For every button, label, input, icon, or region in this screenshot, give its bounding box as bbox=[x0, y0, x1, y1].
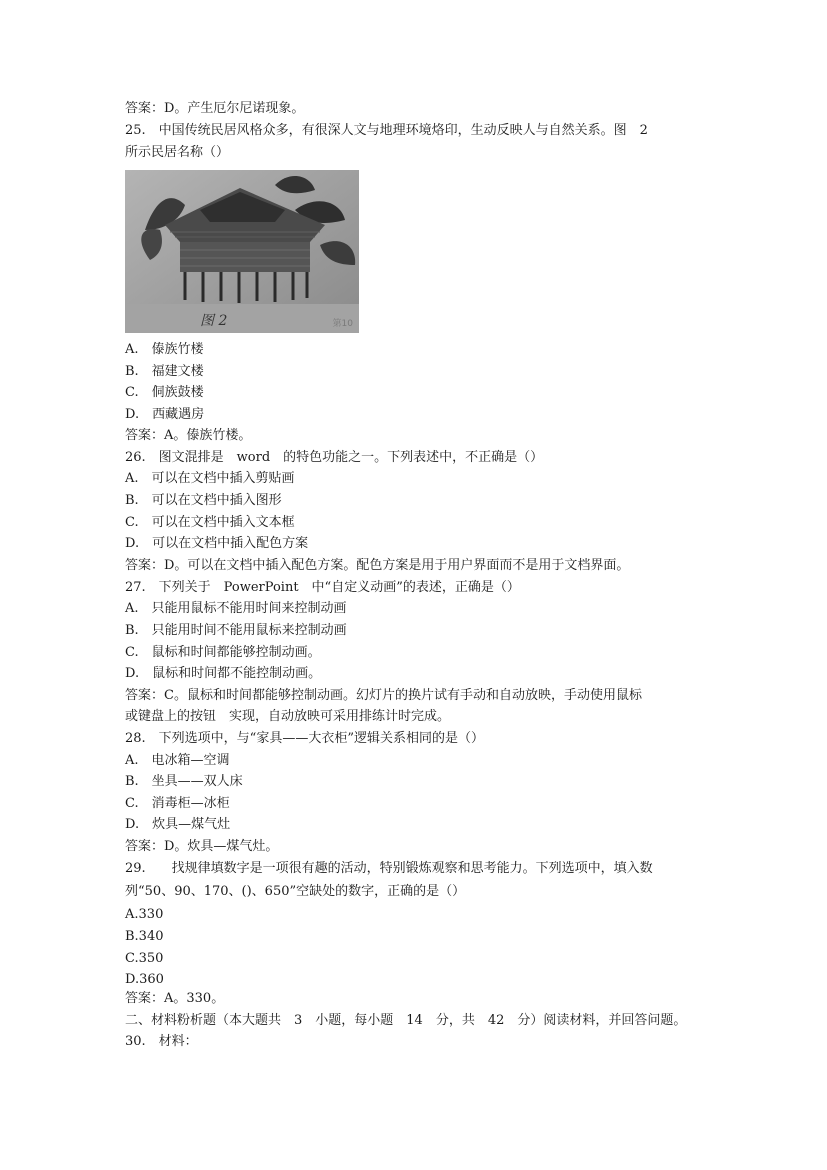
q27-option-d: D. 鼠标和时间都不能控制动画。 bbox=[125, 666, 322, 681]
answer-25: 答案：A。傣族竹楼。 bbox=[125, 428, 252, 443]
question-25-line-2: 所示民居名称（） bbox=[125, 145, 230, 160]
answer-26: 答案：D。可以在文档中插入配色方案。配色方案是用于用户界面而不是用于文档界面。 bbox=[125, 558, 630, 573]
question-28: 28. 下列选项中，与“家具——大衣柜”逻辑关系相同的是（） bbox=[125, 731, 484, 746]
q29-option-b: B.340 bbox=[125, 929, 164, 944]
question-25-line-1: 25. 中国传统民居风格众多，有很深人文与地理环境烙印，生动反映人与自然关系。图 2 bbox=[125, 123, 648, 138]
q27-option-c: C. 鼠标和时间都能够控制动画。 bbox=[125, 645, 321, 660]
figure-2-caption: 图 2 bbox=[200, 313, 228, 329]
q26-option-c: C. 可以在文档中插入文本框 bbox=[125, 515, 295, 530]
answer-28: 答案：D。炊具—煤气灶。 bbox=[125, 839, 279, 854]
q29-option-a: A.330 bbox=[125, 907, 164, 922]
q27-option-a: A. 只能用鼠标不能用时间来控制动画 bbox=[125, 601, 347, 616]
q26-option-a: A. 可以在文档中插入剪贴画 bbox=[125, 471, 295, 486]
q28-option-b: B. 坐具——双人床 bbox=[125, 774, 243, 789]
q25-option-b: B. 福建文楼 bbox=[125, 364, 204, 379]
q28-option-d: D. 炊具—煤气灶 bbox=[125, 817, 231, 832]
q29-option-c: C.350 bbox=[125, 951, 164, 966]
question-26: 26. 图文混排是 word 的特色功能之一。下列表述中，不正确是（） bbox=[125, 450, 544, 465]
question-27: 27. 下列关于 PowerPoint 中“自定义动画”的表述，正确是（） bbox=[125, 580, 520, 595]
answer-24: 答案：D。产生厄尔尼诺现象。 bbox=[125, 101, 305, 116]
q26-option-d: D. 可以在文档中插入配色方案 bbox=[125, 536, 309, 551]
q29-option-d: D.360 bbox=[125, 972, 164, 987]
answer-27-line-2: 或键盘上的按钮 实现，自动放映可采用排练计时完成。 bbox=[125, 709, 451, 724]
q28-option-c: C. 消毒柜—冰柜 bbox=[125, 796, 230, 811]
stilt-house-illustration bbox=[125, 170, 359, 333]
q28-option-a: A. 电冰箱—空调 bbox=[125, 753, 230, 768]
question-29-line-1: 29. 找规律填数字是一项很有趣的活动，特别锻炼观察和思考能力。下列选项中，填入数 bbox=[125, 861, 653, 876]
q27-option-b: B. 只能用时间不能用鼠标来控制动画 bbox=[125, 623, 347, 638]
figure-2-photo bbox=[125, 170, 359, 333]
section-2-heading: 二、材料粉析题（本大题共 3 小题，每小题 14 分，共 42 分）阅读材料，并回答问题。 bbox=[125, 1013, 687, 1028]
q25-option-d: D. 西藏遇房 bbox=[125, 407, 205, 422]
q25-option-a: A. 傣族竹楼 bbox=[125, 342, 204, 357]
question-29-line-2: 列“50、90、170、()、650”空缺处的数字，正确的是（） bbox=[125, 884, 466, 899]
q26-option-b: B. 可以在文档中插入图形 bbox=[125, 493, 282, 508]
question-30: 30. 材料： bbox=[125, 1034, 198, 1049]
answer-29: 答案：A。330。 bbox=[125, 991, 225, 1006]
q25-option-c: C. 侗族鼓楼 bbox=[125, 385, 204, 400]
watermark: 第10 bbox=[332, 319, 353, 329]
answer-27-line-1: 答案：C。鼠标和时间都能够控制动画。幻灯片的换片试有手动和自动放映，手动使用鼠标 bbox=[125, 688, 642, 703]
